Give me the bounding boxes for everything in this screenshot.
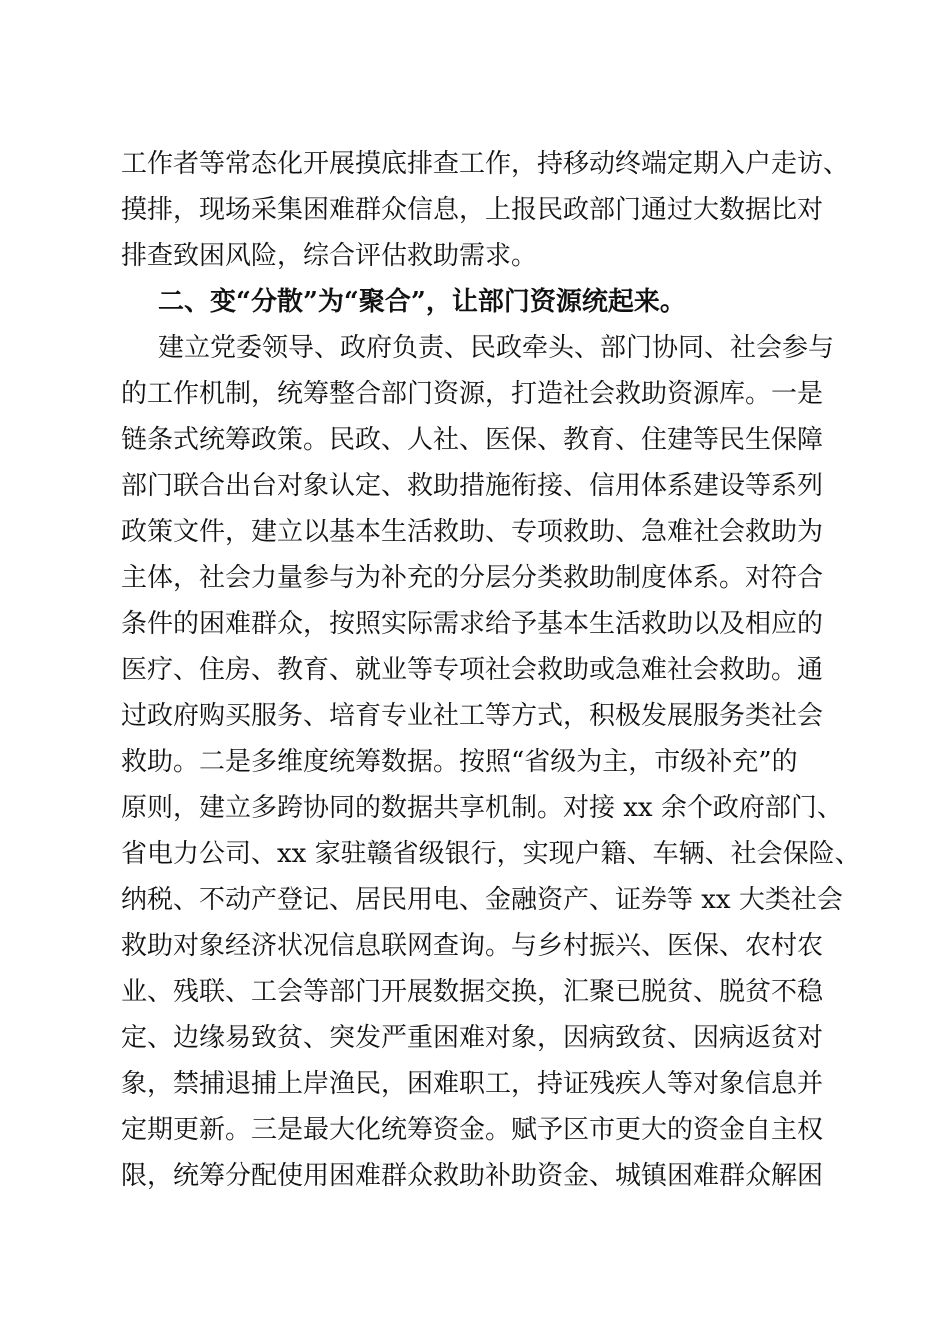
paragraph-2-line-16: 定、边缘易致贫、突发严重困难对象，因病致贫、因病返贫对 [121,1023,824,1053]
paragraph-2-line-6: 主体，社会力量参与为补充的分层分类救助制度体系。对符合 [121,563,824,593]
paragraph-2-line-13: 纳税、不动产登记、居民用电、金融资产、证券等 xx 大类社会 [121,885,843,915]
paragraph-1-line-2: 摸排，现场采集困难群众信息，上报民政部门通过大数据比对 [121,195,824,225]
paragraph-2-line-12: 省电力公司、xx 家驻赣省级银行，实现户籍、车辆、社会保险、 [121,839,861,869]
paragraph-2-line-8: 医疗、住房、教育、就业等专项社会救助或急难社会救助。通 [121,655,824,685]
paragraph-2-line-10: 救助。二是多维度统筹数据。按照“省级为主，市级补充”的 [121,747,798,777]
paragraph-2-line-1: 建立党委领导、政府负责、民政牵头、部门协同、社会参与 [158,333,835,363]
paragraph-2-line-3: 链条式统筹政策。民政、人社、医保、教育、住建等民生保障 [121,425,824,455]
paragraph-2-line-4: 部门联合出台对象认定、救助措施衔接、信用体系建设等系列 [121,471,824,501]
paragraph-2-line-2: 的工作机制，统筹整合部门资源，打造社会救助资源库。一是 [121,379,824,409]
paragraph-1-line-1: 工作者等常态化开展摸底排查工作，持移动终端定期入户走访、 [121,149,850,179]
paragraph-2-line-5: 政策文件，建立以基本生活救助、专项救助、急难社会救助为 [121,517,824,547]
paragraph-2-line-18: 定期更新。三是最大化统筹资金。赋予区市更大的资金自主权 [121,1115,824,1145]
paragraph-2-line-11: 原则，建立多跨协同的数据共享机制。对接 xx 余个政府部门、 [121,793,843,823]
paragraph-2-line-17: 象，禁捕退捕上岸渔民，困难职工，持证残疾人等对象信息并 [121,1069,824,1099]
paragraph-2-line-7: 条件的困难群众，按照实际需求给予基本生活救助以及相应的 [121,609,824,639]
paragraph-2-line-9: 过政府购买服务、培育专业社工等方式，积极发展服务类社会 [121,701,824,731]
section-heading: 二、变“分散”为“聚合”，让部门资源统起来。 [158,287,686,317]
paragraph-2-line-19: 限，统筹分配使用困难群众救助补助资金、城镇困难群众解困 [121,1161,824,1191]
paragraph-2-line-14: 救助对象经济状况信息联网查询。与乡村振兴、医保、农村农 [121,931,824,961]
paragraph-1-line-3: 排查致困风险，综合评估救助需求。 [121,241,538,271]
paragraph-2-line-15: 业、残联、工会等部门开展数据交换，汇聚已脱贫、脱贫不稳 [121,977,824,1007]
